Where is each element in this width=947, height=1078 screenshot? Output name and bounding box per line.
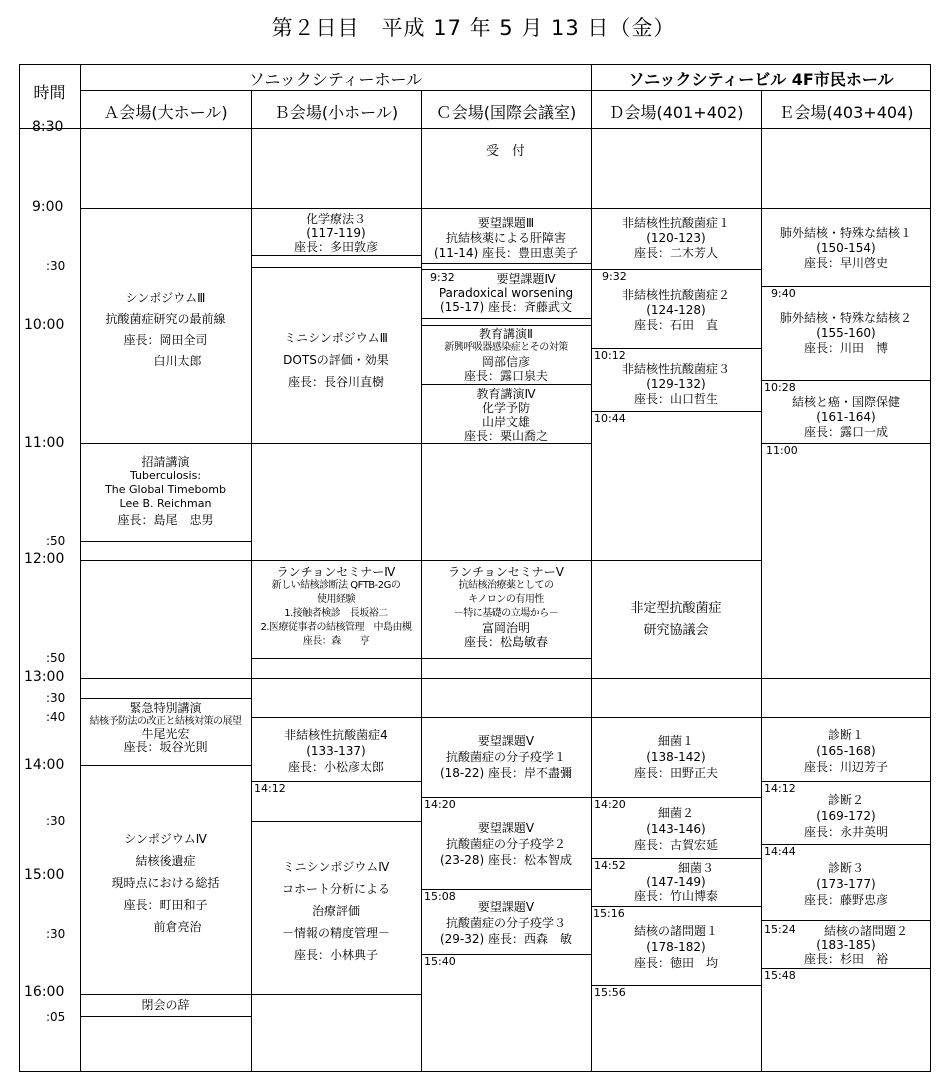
req4-chair: (15-17) 座長：斉藤武文 [439,300,573,314]
time-1605: :05 [46,1010,66,1024]
diag1-range: (165-168) [816,744,876,758]
room-a-closing[interactable]: 閉会の辞 [141,998,190,1012]
ntm1-range: (120-123) [646,231,706,245]
time-1600: 16:00 [24,984,65,1000]
diag2-range: (169-172) [816,809,876,823]
diag3-range: (173-177) [816,877,876,891]
req5b-chair: (23-28) 座長：松本智成 [439,853,573,867]
mini4-title: ミニシンポジウムⅣ [282,860,390,874]
room-e-issues-2[interactable] [761,924,931,966]
diag2-title: 診断２ [827,793,864,807]
invited-chair: 座長：島尾 忠男 [117,513,214,527]
room-c-time-1420: 14:20 [424,798,456,811]
room-c-request-3[interactable] [421,216,591,261]
room-d-header: Ｄ会場(401+402) [608,103,744,122]
room-c-education-2[interactable] [421,327,591,383]
invited-title: 招請講演 [141,455,190,469]
issue1-title: 結核の諸問題１ [633,924,718,938]
mini3-chair: 座長：長谷川直樹 [287,375,384,389]
room-c-luncheon-5[interactable] [421,565,591,649]
room-a-invited-lecture[interactable] [80,455,251,527]
room-e-diagnosis-2[interactable] [761,792,931,840]
room-d-time-1452: 14:52 [594,859,626,872]
room-b-mini-symposium-3[interactable] [251,327,421,393]
room-d-ntm-3[interactable] [591,362,761,407]
symp3-title: シンポジウムⅢ [125,291,206,305]
time-1150: :50 [46,534,66,548]
ntm3-title: 非結核性抗酸菌症３ [621,362,730,376]
mini3-theme: DOTSの評価・効果 [283,353,389,367]
room-e-time-1444: 14:44 [764,845,796,858]
chemo-title: 化学療法３ [305,212,366,226]
ntm2-chair: 座長：石田 直 [633,318,718,332]
room-a-symposium-4[interactable] [80,828,251,938]
issue1-range: (178-182) [646,940,706,954]
ntm1-title: 非結核性抗酸菌症１ [621,216,730,230]
room-d-time-1044: 10:44 [594,412,626,425]
bact3-range: (147-149) [646,875,706,889]
extra1-chair: 座長：早川啓史 [803,256,888,270]
room-c-time-1508: 15:08 [424,890,456,903]
bact1-range: (138-142) [646,750,706,764]
symp4-chair-2: 前倉亮治 [129,920,202,934]
room-d-time-1420: 14:20 [594,798,626,811]
lunch4-theme-1: 新しい結核診断法 QFTB-2Gの [271,580,401,591]
lunch4-title: ランチョンセミナーⅣ [276,565,396,579]
diag3-title: 診断３ [827,861,864,875]
room-c-education-4[interactable] [421,387,591,443]
time-1000: 10:00 [24,317,65,333]
page-title: 第２日目 平成 17 年 5 月 13 日（金） [271,16,676,40]
invited-line-1: Tuberculosis: [129,469,202,482]
edu2-chair: 座長：露口泉夫 [463,369,548,383]
invited-line-2: The Global Timebomb [105,483,226,496]
ntm4-title: 非結核性抗酸菌症4 [284,728,388,742]
room-d-time-0932: 9:32 [602,270,627,283]
diag1-chair: 座長：川辺芳子 [803,760,888,774]
room-b-ntm-4[interactable] [251,727,421,775]
time-1300: 13:00 [24,669,65,685]
room-d-issues-1[interactable] [591,923,761,971]
room-d-bacteria-2[interactable] [591,805,761,853]
time-0830: 8:30 [32,119,64,135]
room-d-time-1516: 15:16 [593,907,625,920]
issue1-chair: 座長：徳田 均 [633,956,718,970]
room-c-header: Ｃ会場(国際会議室) [435,103,577,122]
req4-theme: Paradoxical worsening [438,286,574,300]
edu4-speaker: 山岸文雄 [481,415,530,429]
req5a-theme: 抗酸菌症の分子疫学１ [445,750,566,764]
bact2-title: 細菌２ [657,806,694,820]
ntm2-range: (124-128) [646,303,706,317]
symp4-theme-2: 現時点における総括 [111,876,220,890]
bact2-chair: 座長：古賀宏延 [633,838,718,852]
bact2-range: (143-146) [646,822,706,836]
edu2-speaker: 岡部信彦 [481,355,530,369]
diag1-title: 診断１ [827,728,864,742]
room-e-time-1412: 14:12 [764,782,796,795]
req3-title: 要望課題Ⅲ [477,216,535,230]
symp4-chair-1: 座長：町田和子 [123,898,208,912]
mini4-theme-1: コホート分析による [281,882,390,896]
ntm4-range: (133-137) [306,744,366,758]
bact1-chair: 座長：田野正夫 [633,766,718,780]
lunch5-theme-2: キノロンの有用性 [468,594,544,605]
mini4-chair: 座長：小林典子 [293,948,378,962]
bact1-title: 細菌１ [657,734,694,748]
extra2-range: (155-160) [816,326,876,340]
room-c-time-1540: 15:40 [424,955,456,968]
urgent-title: 緊急特別講演 [129,702,202,715]
mini3-title: ミニシンポジウムⅢ [284,331,388,345]
mini4-theme-2: 治療評価 [311,904,360,918]
reception: 受 付 [485,144,525,159]
ntm3-chair: 座長：山口哲生 [633,392,718,406]
room-d-time-1556: 15:56 [594,986,626,999]
room-e-diagnosis-3[interactable] [761,860,931,908]
room-a-header: Ａ会場(大ホール) [103,103,228,122]
lunch4-theme-2: 使用経験 [317,594,355,605]
room-e-extrapulmonary-1[interactable] [761,226,931,271]
room-c-request-4[interactable] [421,272,591,314]
time-1340: :40 [46,710,66,724]
edu4-theme: 化学予防 [481,401,530,415]
time-column-header: 時間 [33,83,66,102]
room-e-cancer[interactable] [761,395,931,440]
diag2-chair: 座長：永井英明 [803,825,888,839]
extra2-chair: 座長：川田 博 [803,341,888,355]
lunch5-theme-1: 抗結核治療薬としての [458,580,554,591]
symp4-title: シンポジウムⅣ [124,832,207,846]
mini4-theme-3: －情報の精度管理－ [281,926,390,940]
lunch5-theme-3: －特に基礎の立場から－ [453,608,559,619]
extra2-title: 肺外結核・特殊な結核２ [779,311,912,325]
room-d-council[interactable] [591,598,761,642]
chemo-chair: 座長：多田敦彦 [293,240,378,254]
room-e-time-1100: 11:00 [766,444,798,457]
cancer-title: 結核と癌・国際保健 [791,395,900,409]
room-e-time-1028: 10:28 [764,381,796,394]
req5c-chair: (29-32) 座長：西森 敏 [439,932,573,946]
req5b-title: 要望課題Ⅴ [477,821,535,835]
room-c-request-5b[interactable] [421,820,591,868]
room-d-ntm-2[interactable] [591,288,761,333]
symp4-theme-1: 結核後遺症 [135,854,196,868]
issue2-chair: 座長：杉田 裕 [803,952,888,966]
room-b-luncheon-4[interactable] [251,565,421,649]
time-1430: :30 [46,814,66,828]
time-0900: 9:00 [32,199,64,215]
req4-title: 要望課題Ⅳ [496,272,556,286]
diag3-chair: 座長：藤野忠彦 [803,893,888,907]
urgent-chair: 座長：坂谷光則 [123,740,208,754]
time-0930: :30 [46,259,66,273]
room-c-time-0932: 9:32 [430,271,455,284]
edu4-title: 教育講演Ⅳ [476,387,536,401]
venue-group-sonic-hall: ソニックシティーホール [248,70,423,89]
req3-theme: 抗結核薬による肝障害 [445,231,566,245]
extra1-title: 肺外結核・特殊な結核１ [779,226,912,240]
time-1100: 11:00 [24,435,65,451]
invited-speaker: Lee B. Reichman [119,497,212,510]
ntm2-title: 非結核性抗酸菌症２ [621,288,730,302]
room-b-header: Ｂ会場(小ホール) [273,103,399,122]
req5c-title: 要望課題Ⅴ [477,900,535,914]
room-e-extrapulmonary-2[interactable] [761,311,931,356]
lunch5-speaker: 富岡治明 [481,621,530,635]
edu4-chair: 座長：栗山喬之 [463,429,548,443]
issue2-range: (183-185) [816,938,876,952]
room-b-mini-symposium-4[interactable] [251,856,421,966]
edu2-theme: 新興呼吸器感染症とその対策 [444,342,568,353]
room-b-time-1412: 14:12 [254,782,286,795]
chemo-range: (117-119) [306,226,366,240]
room-a-urgent-lecture[interactable] [80,702,251,754]
bact3-chair: 座長：竹山博泰 [633,889,718,903]
time-1530: :30 [46,927,66,941]
urgent-theme: 結核予防法の改正と結核対策の展望 [89,716,242,727]
room-c-request-5c[interactable] [421,899,591,947]
issue2-title: 結核の諸問題２ [823,924,908,938]
time-1330: :30 [46,691,66,705]
room-e-time-1548: 15:48 [764,969,796,982]
req5c-theme: 抗酸菌症の分子疫学３ [445,916,566,930]
room-d-ntm-1[interactable] [591,216,761,261]
lunch4-speaker-1: 1.接触者検診 長坂裕二 [284,608,388,619]
room-e-time-0940: 9:40 [771,287,796,300]
symp3-chair-2: 白川太郎 [129,354,202,368]
cancer-range: (161-164) [816,410,876,424]
venue-group-sonic-building: ソニックシティービル 4F市民ホール [628,70,894,89]
room-c-request-5a[interactable] [421,733,591,781]
room-d-bacteria-3[interactable] [591,861,761,903]
cancer-chair: 座長：露口一成 [803,425,888,439]
lunch4-speaker-2: 2.医療従事者の結核管理 中島由槻 [260,622,412,633]
room-d-bacteria-1[interactable] [591,733,761,781]
time-1200: 12:00 [24,551,65,567]
lunch4-chair: 座長：森 亨 [302,636,370,647]
room-e-diagnosis-1[interactable] [761,727,931,775]
ntm1-chair: 座長：二木芳人 [633,246,718,260]
req5a-chair: (18-22) 座長：岸不盡彌 [439,766,573,780]
lunch5-chair: 座長：松島敏春 [463,635,548,649]
req5b-theme: 抗酸菌症の分子疫学２ [445,837,566,851]
ntm3-range: (129-132) [646,377,706,391]
room-e-header: Ｅ会場(403+404) [778,103,914,122]
room-e-time-1524: 15:24 [764,923,796,936]
time-1250: :50 [46,651,66,665]
lunch5-title: ランチョンセミナーⅤ [448,565,564,579]
edu2-title: 教育講演Ⅱ [479,327,533,341]
req3-chair: (11-14) 座長：豊田恵美子 [433,246,579,260]
council-line-1: 非定型抗酸菌症 [630,601,722,616]
urgent-speaker: 牛尾光宏 [141,727,190,741]
req5a-title: 要望課題Ⅴ [477,734,535,748]
council-line-2: 研究協議会 [643,623,709,638]
room-d-time-1012: 10:12 [594,349,626,362]
room-a-symposium-3[interactable] [80,288,251,372]
ntm4-chair: 座長：小松彦太郎 [287,760,384,774]
time-1400: 14:00 [24,757,65,773]
room-b-chemotherapy-3[interactable] [251,212,421,254]
symp3-chair-1: 座長：岡田全司 [123,333,208,347]
time-1500: 15:00 [24,867,65,883]
symp3-theme: 抗酸菌症研究の最前線 [105,312,226,326]
bact3-title: 細菌３ [677,861,714,875]
extra1-range: (150-154) [816,241,876,255]
